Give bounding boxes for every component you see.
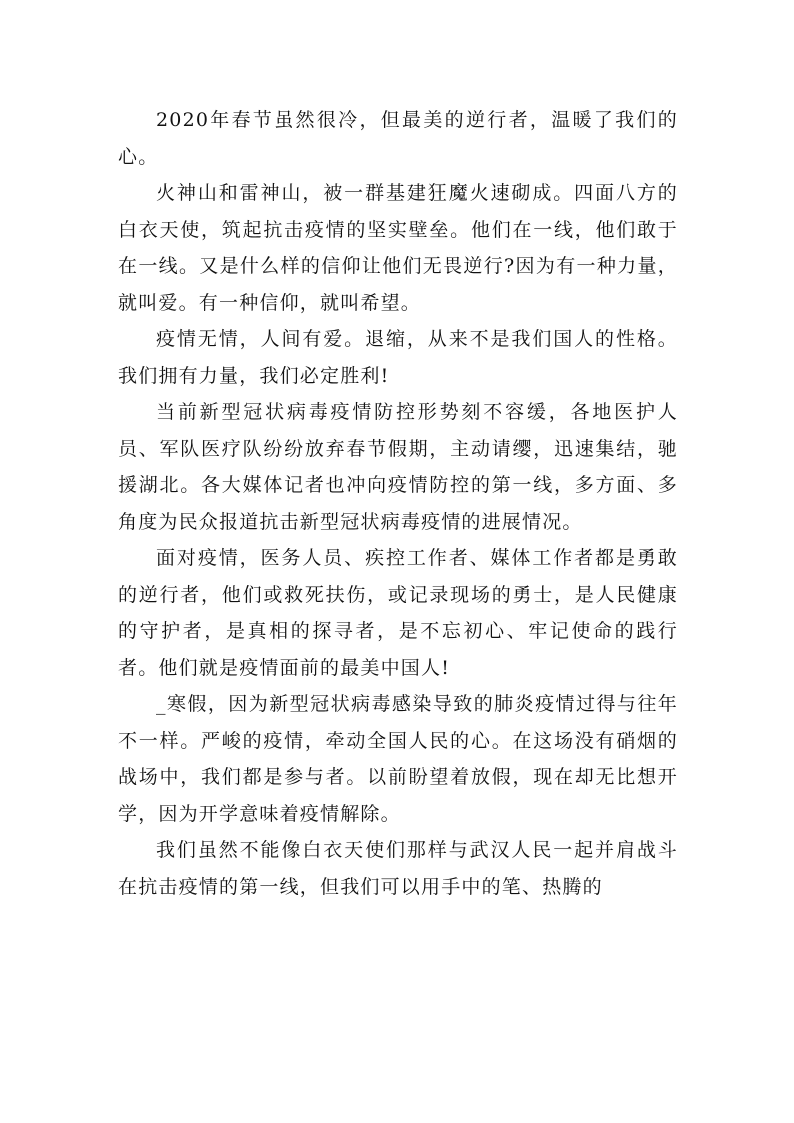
paragraph-6: _寒假，因为新型冠状病毒感染导致的肺炎疫情过得与往年不一样。严峻的疫情，牵动全国人民的心。在这场没有硝烟的战场中，我们都是参与者。以前盼望着放假，现在却无比想开学，因为开学意味着疫情解除。 bbox=[118, 693, 678, 825]
paragraph-1: 2020年春节虽然很冷，但最美的逆行者，温暖了我们的心。 bbox=[118, 109, 678, 168]
paragraph-2: 火神山和雷神山，被一群基建狂魔火速砌成。四面八方的白衣天使，筑起抗击疫情的坚实壁垒。他们在一线，他们敢于在一线。又是什么样的信仰让他们无畏逆行?因为有一种力量，就叫爱。有一种信仰，就叫希望。 bbox=[118, 182, 678, 314]
paragraph-7: 我们虽然不能像白衣天使们那样与武汉人民一起并肩战斗在抗击疫情的第一线，但我们可以用手中的笔、热腾的 bbox=[118, 839, 678, 898]
paragraph-4: 当前新型冠状病毒疫情防控形势刻不容缓，各地医护人员、军队医疗队纷纷放弃春节假期，主动请缨，迅速集结，驰援湖北。各大媒体记者也冲向疫情防控的第一线，多方面、多角度为民众报道抗击新型冠状病毒疫情的进展情况。 bbox=[118, 401, 678, 533]
paragraph-5: 面对疫情，医务人员、疾控工作者、媒体工作者都是勇敢的逆行者，他们或救死扶伤，或记录现场的勇士，是人民健康的守护者，是真相的探寻者，是不忘初心、牢记使命的践行者。他们就是疫情面前的最美中国人! bbox=[118, 547, 678, 679]
document-body bbox=[118, 102, 678, 905]
paragraph-3: 疫情无情，人间有爱。退缩，从来不是我们国人的性格。我们拥有力量，我们必定胜利! bbox=[118, 328, 678, 387]
